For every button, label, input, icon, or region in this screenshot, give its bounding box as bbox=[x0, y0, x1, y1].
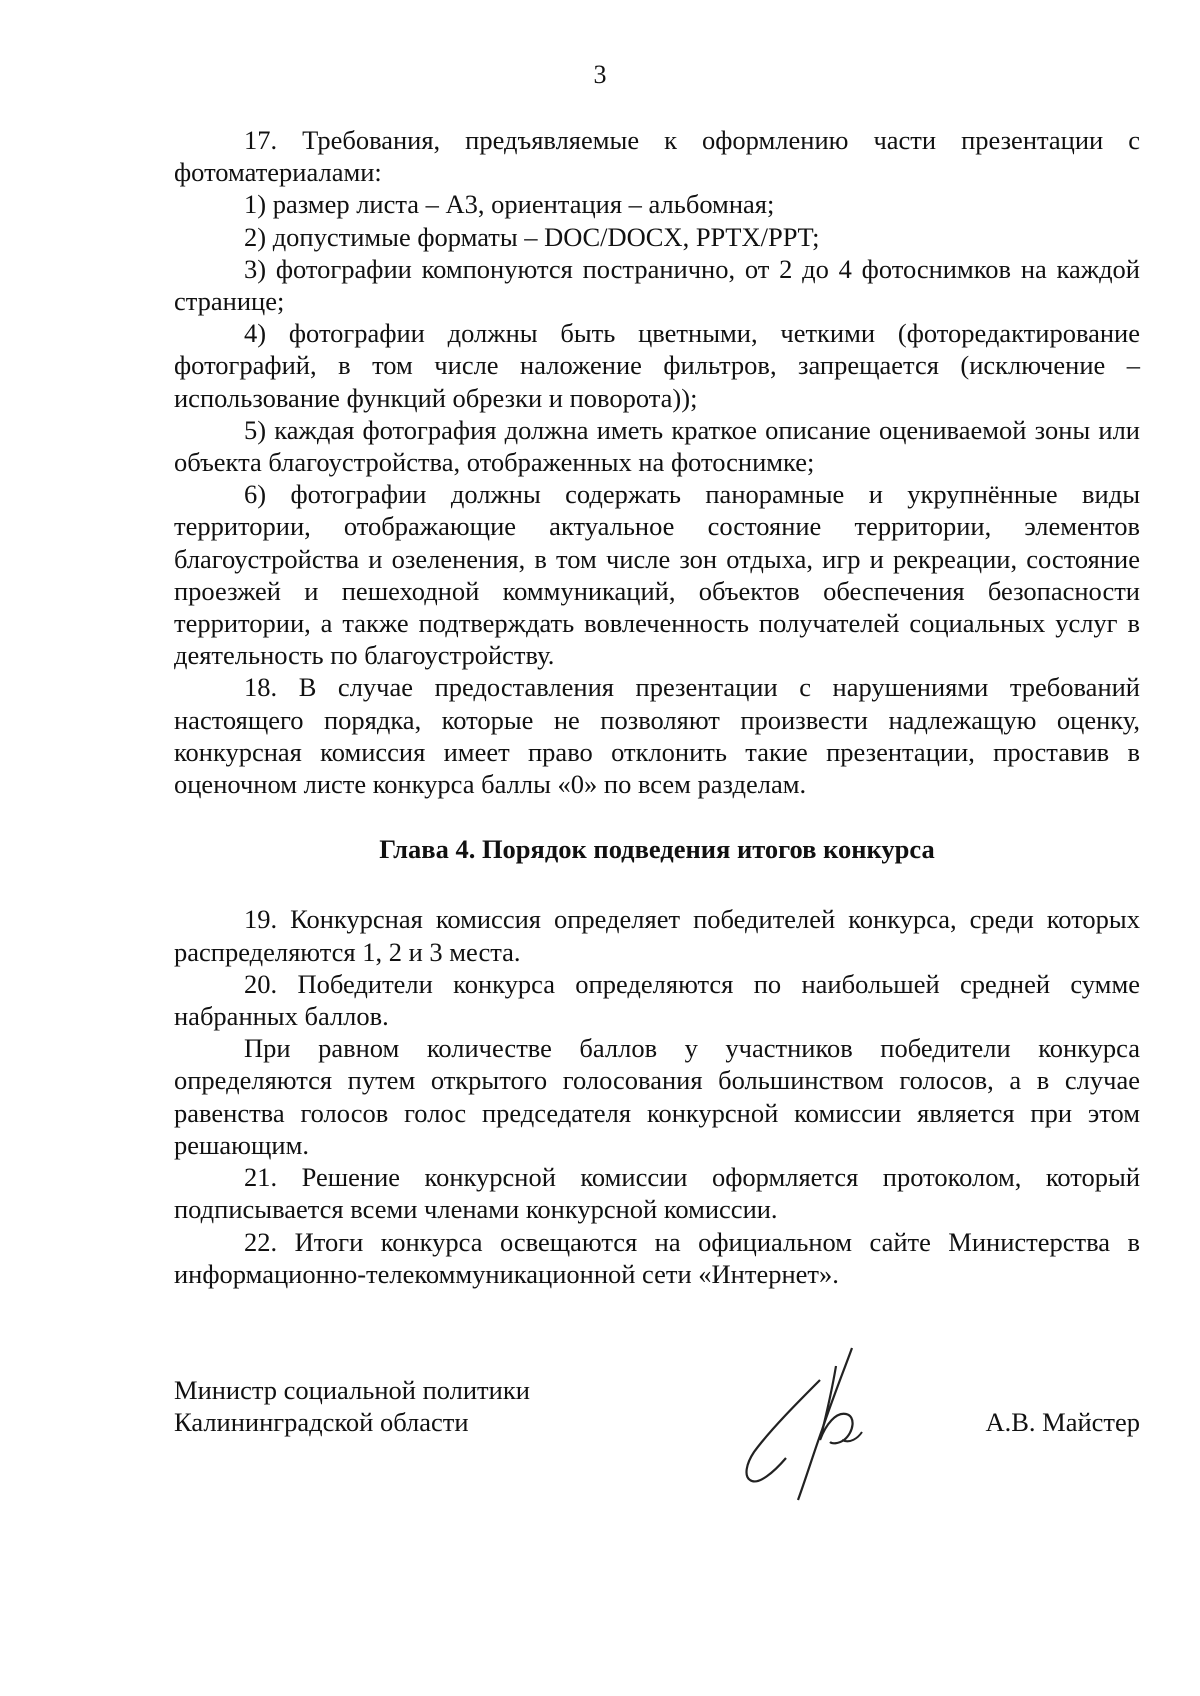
paragraph-21: 21. Решение конкурсной комиссии оформляется протоколом, который подписывается всеми членами конкурсной комиссии. bbox=[174, 1162, 1140, 1225]
list-item-3: 3) фотографии компонуются постранично, от 2 до 4 фотоснимков на каждой странице; bbox=[174, 253, 1140, 317]
paragraph-17: 17. Требования, предъявляемые к оформлению части презентации с фотоматериалами: bbox=[174, 125, 1140, 188]
list-item-6: 6) фотографии должны содержать панорамные и укрупнённые виды территории, отображающие актуальное состояние территории, элементов благоустройства и озеленения, в том числе зон отдыха, игр и рекреации, состояние проезжей и пешеходной коммуникаций, объектов обеспечения безопасности территории, а также подтверждать вовлеченность получателей социальных услуг в деятельность по благоустройству. bbox=[174, 479, 1140, 671]
signatory-title-line-1: Министр социальной политики bbox=[174, 1375, 530, 1405]
paragraph-20: 20. Победители конкурса определяются по наибольшей средней сумме набранных баллов. bbox=[174, 968, 1140, 1032]
signature-block bbox=[174, 1374, 1140, 1438]
list-item-4: 4) фотографии должны быть цветными, четкими (фоторедактирование фотографий, в том числе наложение фильтров, запрещается (исключение – использование функций обрезки и поворота)); bbox=[174, 318, 1140, 413]
page-number: 3 bbox=[593, 60, 607, 89]
list-item-1: 1) размер листа – А3, ориентация – альбомная; bbox=[244, 189, 775, 220]
paragraph-18: 18. В случае предоставления презентации с нарушениями требований настоящего порядка, которые не позволяют произвести надлежащую оценку, конкурсная комиссия имеет право отклонить такие презентации, проставив в оценочном листе конкурса баллы «0» по всем разделам. bbox=[174, 672, 1140, 800]
list-item-5: 5) каждая фотография должна иметь краткое описание оцениваемой зоны или объекта благоустройства, отображенных на фотоснимке; bbox=[174, 414, 1140, 478]
paragraph-22: 22. Итоги конкурса освещаются на официальном сайте Министерства в информационно-телекоммуникационной сети «Интернет». bbox=[174, 1226, 1140, 1289]
paragraph-20-tie: При равном количестве баллов у участников победители конкурса определяются путем открытого голосования большинством голосов, а в случае равенства голосов голос председателя конкурсной комиссии является при этом решающим. bbox=[174, 1033, 1140, 1160]
signatory-name: А.В. Майстер bbox=[985, 1407, 1140, 1437]
list-item-2: 2) допустимые форматы – DOC/DOCX, PPTX/PPT; bbox=[244, 221, 820, 252]
document-body bbox=[174, 124, 1140, 1290]
paragraph-19: 19. Конкурсная комиссия определяет победителей конкурса, среди которых распределяются 1, 2 и 3 места. bbox=[174, 904, 1140, 967]
chapter-heading: Глава 4. Порядок подведения итогов конкурса bbox=[379, 834, 935, 865]
signatory-title-line-2: Калининградской области bbox=[174, 1407, 469, 1437]
